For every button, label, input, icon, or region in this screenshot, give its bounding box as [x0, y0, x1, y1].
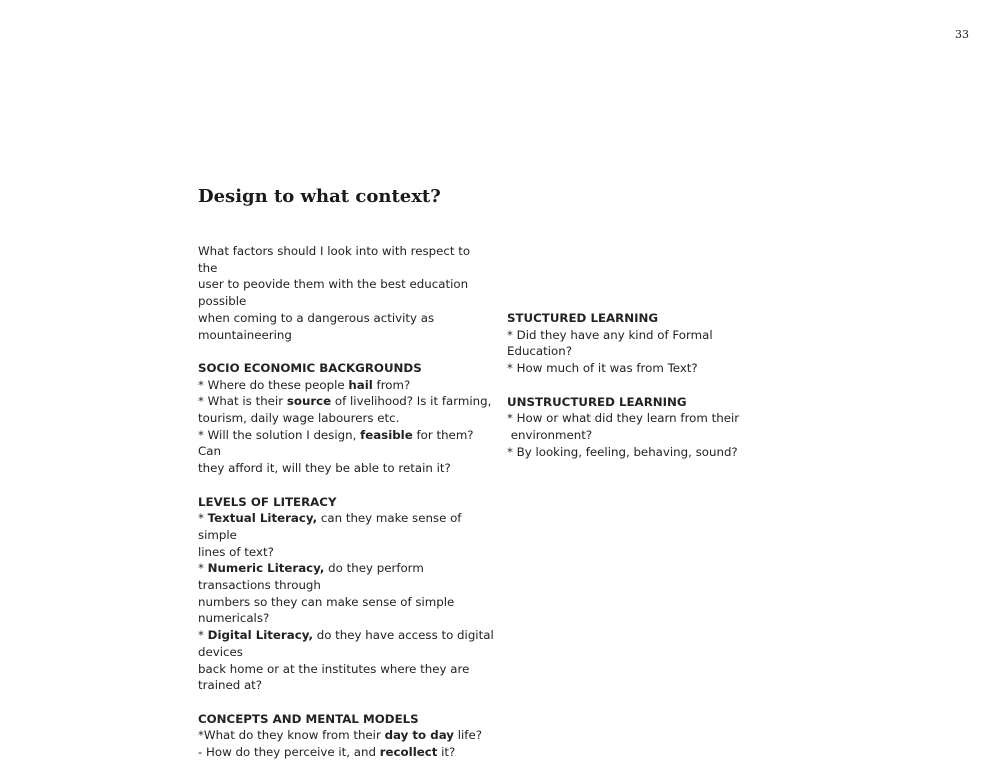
- section-heading: STUCTURED LEARNING: [507, 311, 659, 325]
- intro-line: What factors should I look into with respect to the: [198, 244, 471, 275]
- section-line: * Did they have any kind of Formal Education?: [507, 327, 713, 359]
- intro-paragraph: [198, 243, 488, 343]
- section-line: * By looking, feeling, behaving, sound?: [507, 444, 738, 459]
- section-line: tourism, daily wage labourers etc.: [198, 411, 400, 426]
- section-line: * Textual Literacy, can they make sense of simple: [198, 511, 462, 542]
- unstructured-learning-section: [507, 394, 757, 461]
- intro-line: when coming to a dangerous activity as mountaineering: [198, 310, 435, 342]
- concepts-section: [198, 711, 498, 761]
- structured-learning-section: [507, 310, 757, 377]
- section-heading: LEVELS OF LITERACY: [198, 494, 337, 509]
- page-number: 33: [955, 28, 969, 41]
- section-line: *What do they know from their day to day life?: [198, 728, 482, 743]
- section-line: lines of text?: [198, 544, 274, 559]
- section-line: - How do they perceive it, and recollect it?: [198, 745, 456, 760]
- intro-line: user to peovide them with the best education possible: [198, 277, 469, 309]
- section-line: * How or what did they learn from their: [507, 411, 740, 426]
- page-title: Design to what context?: [198, 186, 441, 207]
- section-line: numbers so they can make sense of simple numericals?: [198, 594, 455, 626]
- section-line: * Numeric Literacy, do they perform transactions through: [198, 561, 424, 593]
- section-line: back home or at the institutes where they are trained at?: [198, 661, 470, 693]
- left-column: [198, 243, 498, 777]
- section-line: environment?: [507, 427, 593, 442]
- section-heading: SOCIO ECONOMIC BACKGROUNDS: [198, 360, 422, 375]
- section-heading: UNSTRUCTURED LEARNING: [507, 394, 687, 409]
- section-line: * What is their source of livelihood? Is it farming,: [198, 394, 492, 409]
- right-column: [507, 310, 757, 477]
- section-line: * How much of it was from Text?: [507, 361, 698, 376]
- literacy-section: [198, 494, 498, 694]
- section-line: * Digital Literacy, do they have access to digital devices: [198, 628, 494, 659]
- section-line: they afford it, will they be able to retain it?: [198, 461, 451, 476]
- socio-economic-section: [198, 360, 498, 477]
- section-line: * Where do these people hail from?: [198, 377, 411, 392]
- section-line: * Will the solution I design, feasible for them? Can: [198, 427, 474, 459]
- section-heading: CONCEPTS AND MENTAL MODELS: [198, 711, 419, 726]
